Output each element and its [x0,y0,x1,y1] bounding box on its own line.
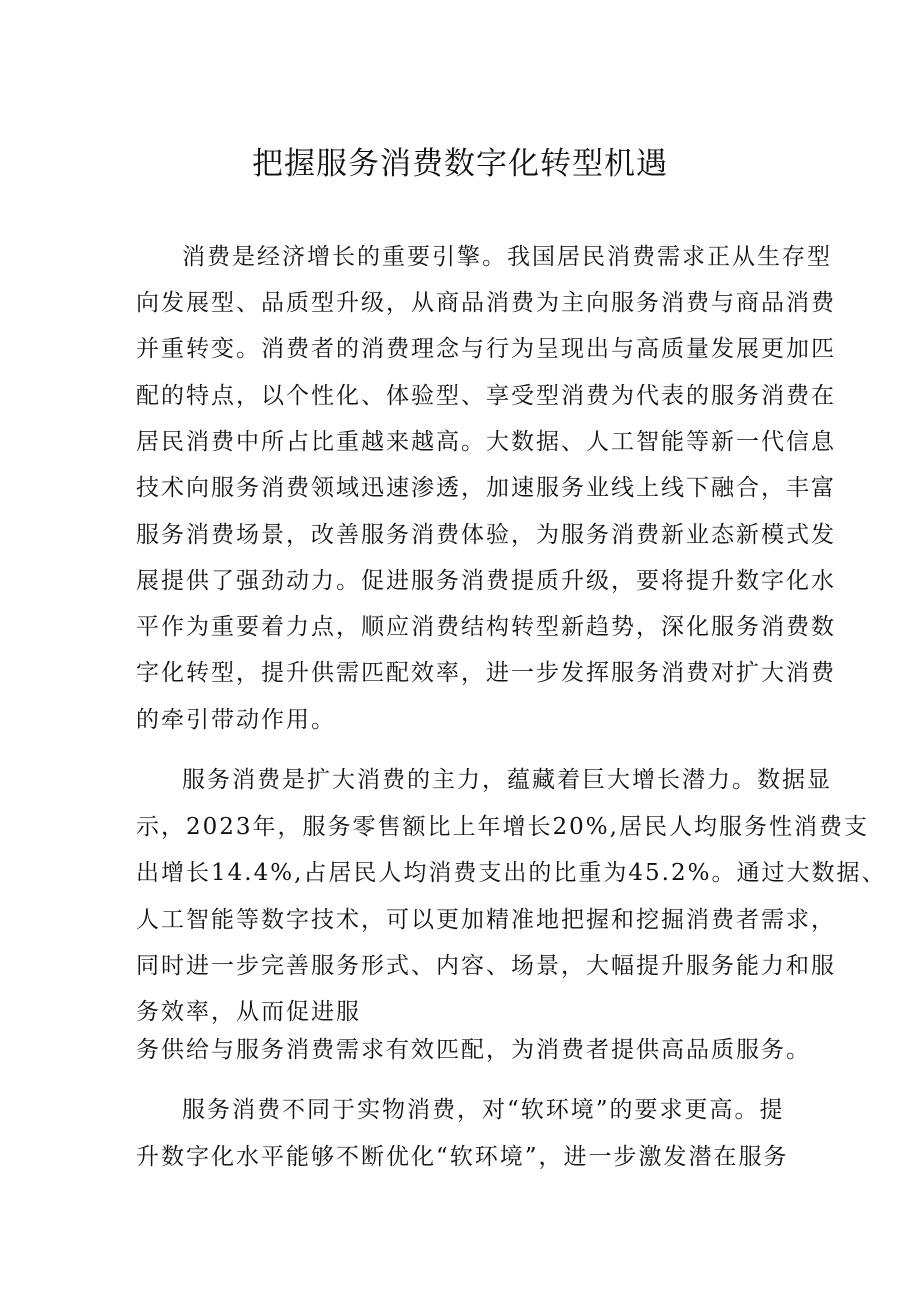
paragraph-line: 展提供了强劲动力。促进服务消费提质升级，要将提升数字化水 [136,568,836,594]
paragraph-line: 服务消费是扩大消费的主力，蕴藏着巨大增长潜力。数据显 [182,767,832,793]
paragraph-line: 升数字化水平能够不断优化“软环境”，进一步激发潜在服务 [136,1144,789,1170]
paragraph-line: 务效率，从而促进服 [136,999,361,1025]
paragraph-line: 的牵引带动作用。 [136,707,336,733]
paragraph-line: 务供给与服务消费需求有效匹配，为消费者提供高品质服务。 [136,1037,811,1063]
paragraph-line: 出增长14.4%,占居民人均消费支出的比重为45.2%。通过大数据、 [136,860,887,886]
paragraph-line: 人工智能等数字技术，可以更加精准地把握和挖掘消费者需求， [136,907,836,933]
paragraph-line: 配的特点，以个性化、体验型、享受型消费为代表的服务消费在 [136,383,836,409]
paragraph-line: 服务消费场景，改善服务消费体验，为服务消费新业态新模式发 [136,522,836,548]
document-title: 把握服务消费数字化转型机遇 [252,146,668,182]
paragraph-line: 字化转型，提升供需匹配效率，进一步发挥服务消费对扩大消费 [136,660,836,686]
paragraph-line: 同时进一步完善服务形式、内容、场景，大幅提升服务能力和服 [136,953,836,979]
paragraph-line: 平作为重要着力点，顺应消费结构转型新趋势，深化服务消费数 [136,614,836,640]
paragraph-line: 服务消费不同于实物消费，对“软环境”的要求更高。提 [182,1097,785,1123]
paragraph-line: 示，2023年，服务零售额比上年增长20%,居民人均服务性消费支 [136,814,869,840]
paragraph-line: 居民消费中所占比重越来越高。大数据、人工智能等新一代信息 [136,429,836,455]
paragraph-line: 消费是经济增长的重要引擎。我国居民消费需求正从生存型 [182,244,832,270]
paragraph-line: 向发展型、品质型升级，从商品消费为主向服务消费与商品消费 [136,290,836,316]
paragraph-line: 并重转变。消费者的消费理念与行为呈现出与高质量发展更加匹 [136,336,836,362]
paragraph-line: 技术向服务消费领域迅速渗透，加速服务业线上线下融合，丰富 [136,475,836,501]
